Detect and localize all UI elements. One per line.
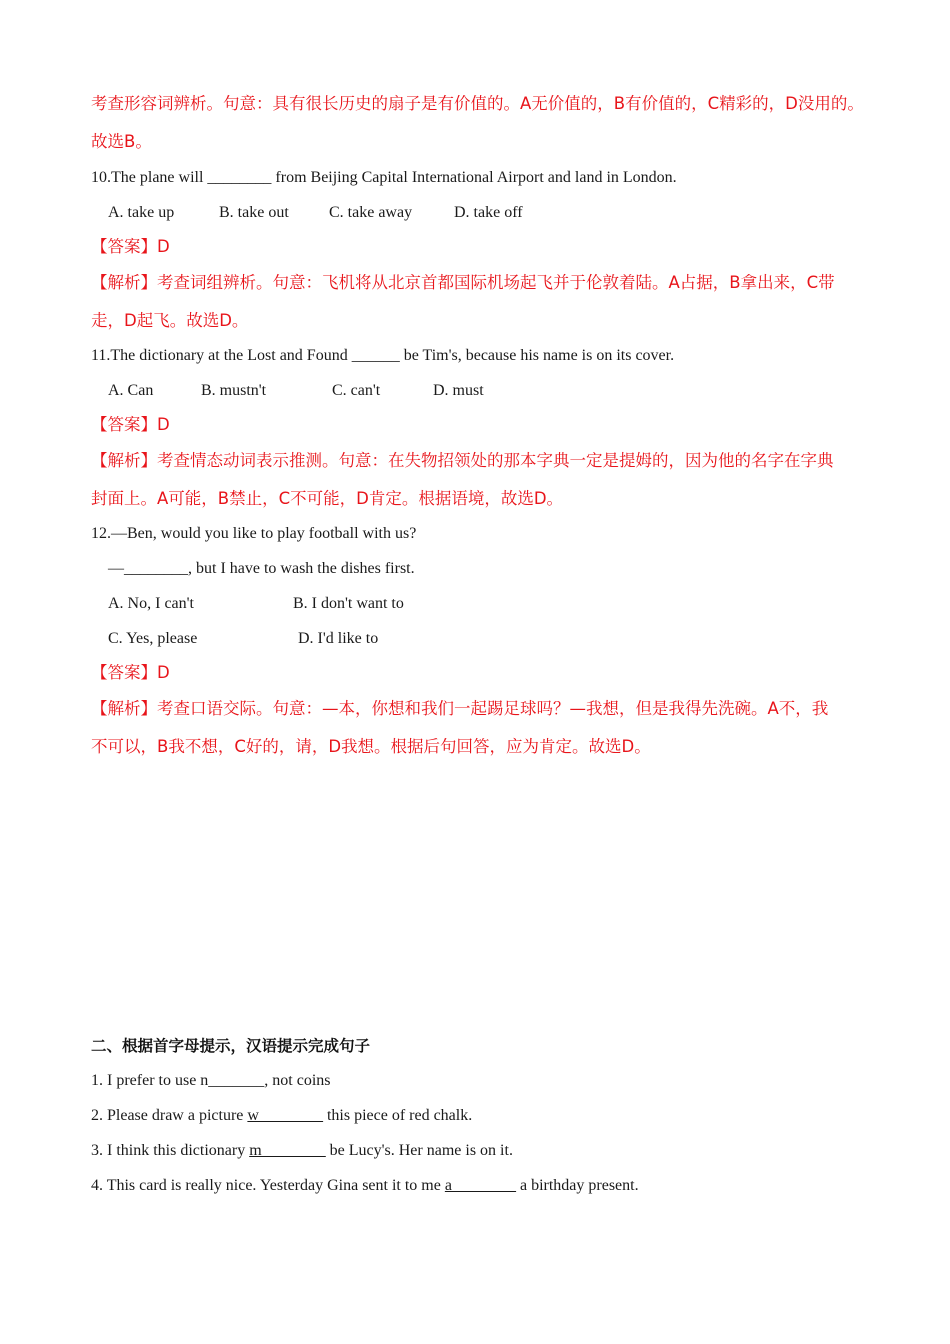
q9-explanation-line2: 故选B。: [91, 132, 152, 151]
item-blank: m________: [249, 1142, 326, 1159]
q12-explanation-line2: 不可以，B我不想，C好的，请，D我想。根据后句回答，应为肯定。故选D。: [91, 737, 651, 756]
q12-option-c: C. Yes, please: [108, 630, 198, 647]
item-blank: w________: [247, 1107, 323, 1124]
q12-option-b: B. I don't want to: [293, 595, 404, 612]
section2-item-1: [91, 1071, 331, 1091]
q12-option-d: D. I'd like to: [298, 630, 379, 647]
q11-option-a: A. Can: [108, 382, 154, 399]
q10-explanation-line1: 【解析】考查词组辨析。句意：飞机将从北京首都国际机场起飞并于伦敦着陆。A占据，B拿出来，C带: [91, 273, 835, 292]
q11-option-b: B. mustn't: [201, 382, 267, 399]
q10-answer: 【答案】D: [91, 237, 170, 256]
q10-option-b: B. take out: [219, 204, 289, 221]
item-text-before: 3. I think this dictionary: [91, 1142, 250, 1159]
q12-stem-reply: —________, but I have to wash the dishes first.: [108, 560, 415, 577]
q10-option-a: A. take up: [108, 204, 175, 221]
q10-stem: 10.The plane will ________ from Beijing Capital International Airport and land in London.: [91, 169, 677, 186]
item-blank: a________: [444, 1177, 516, 1194]
section2-item-2: [91, 1106, 472, 1126]
q12-explanation-line1: 【解析】考查口语交际。句意：—本，你想和我们一起踢足球吗？—我想，但是我得先洗碗。A不，我: [91, 699, 829, 718]
item-text-before: 4. This card is really nice. Yesterday Gina sent it to me: [91, 1177, 445, 1194]
item-text-after: this piece of red chalk.: [322, 1107, 473, 1124]
item-text-before: 2. Please draw a picture: [91, 1107, 248, 1124]
q11-option-d: D. must: [433, 382, 484, 399]
q12-answer: 【答案】D: [91, 663, 170, 682]
q9-explanation-line1: 考查形容词辨析。句意：具有很长历史的扇子是有价值的。A无价值的，B有价值的，C精彩的，D没用的。: [91, 94, 864, 113]
section2-item-4: [91, 1176, 639, 1196]
item-text-after: a birthday present.: [515, 1177, 639, 1194]
section2-heading: 二、根据首字母提示，汉语提示完成句子: [91, 1037, 371, 1055]
q10-option-d: D. take off: [454, 204, 523, 221]
q12-option-a: A. No, I can't: [108, 595, 194, 612]
q10-option-c: C. take away: [329, 204, 413, 221]
q11-explanation-line2: 封面上。A可能，B禁止，C不可能，D肯定。根据语境，故选D。: [91, 489, 564, 508]
item-text-after: be Lucy's. Her name is on it.: [325, 1142, 513, 1159]
item-text: 1. I prefer to use n_______, not coins: [91, 1072, 331, 1089]
q11-stem: 11.The dictionary at the Lost and Found ______ be Tim's, because his name is on its cover.: [91, 347, 675, 364]
q10-explanation-line2: 走，D起飞。故选D。: [91, 311, 249, 330]
q11-explanation-line1: 【解析】考查情态动词表示推测。句意：在失物招领处的那本字典一定是提姆的，因为他的名字在字典: [91, 451, 834, 470]
section2-item-3: [91, 1141, 513, 1161]
q12-stem: 12.—Ben, would you like to play football with us?: [91, 525, 417, 542]
q11-option-c: C. can't: [332, 382, 381, 399]
q11-answer: 【答案】D: [91, 415, 170, 434]
